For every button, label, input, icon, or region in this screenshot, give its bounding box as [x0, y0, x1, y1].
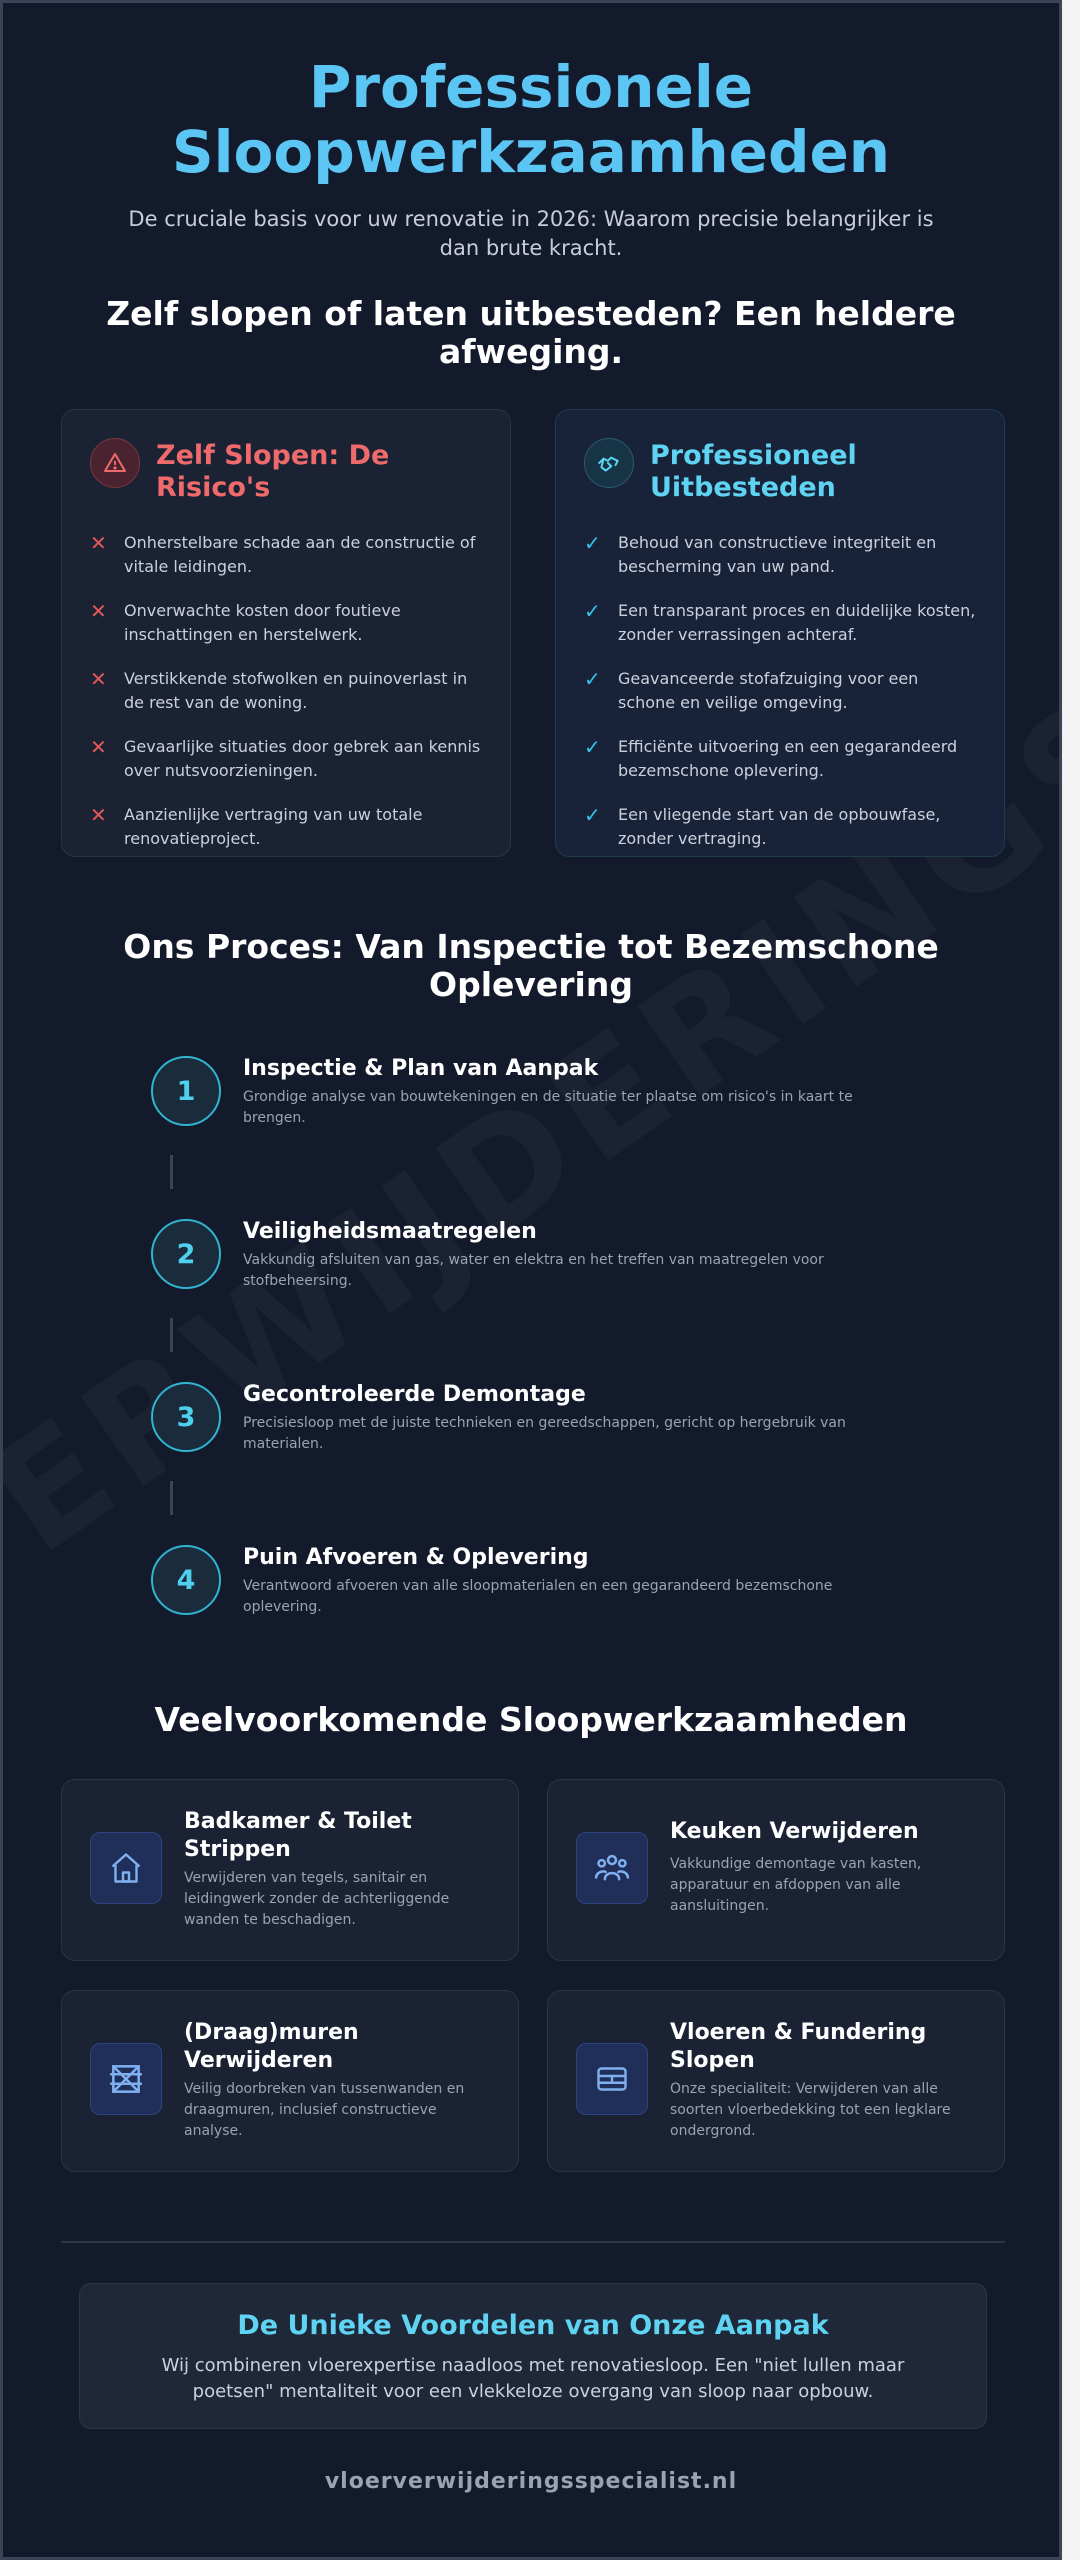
process-step [151, 1382, 871, 1462]
check-icon: ✓ [584, 802, 601, 827]
risk-text: Onherstelbare schade aan de constructie of vitale leidingen. [124, 532, 476, 576]
advantages-box [79, 2283, 987, 2429]
list-item [584, 667, 976, 715]
check-icon: ✓ [584, 734, 601, 759]
step-description: Precisiesloop met de juiste technieken en gereedschappen, gericht op hergebruik van materialen. [243, 1415, 846, 1452]
process-section-title [3, 928, 1059, 1004]
step-title: Veiligheidsmaatregelen [243, 1219, 537, 1244]
risk-text: Aanzienlijke vertraging van uw totale renovatieproject. [124, 804, 423, 848]
process-step [151, 1219, 871, 1299]
list-item [90, 735, 482, 783]
pro-benefit-list [584, 531, 976, 851]
comparison-title [3, 295, 1059, 371]
step-number: 1 [151, 1056, 221, 1126]
page-title: Professionele Sloopwerkzaamheden [171, 53, 891, 186]
comparison-title-text: Zelf slopen of laten uitbesteden? Een heldere afweging. [106, 294, 956, 371]
step-connector [170, 1481, 173, 1515]
people-group-icon [576, 1832, 648, 1904]
service-title: Keuken Verwijderen [670, 1819, 919, 1844]
step-description: Verantwoord afvoeren van alle sloopmaterialen en een gegarandeerd bezemschone oplevering. [243, 1578, 833, 1615]
diy-risks-card [61, 409, 511, 857]
step-title: Inspectie & Plan van Aanpak [243, 1056, 599, 1081]
benefit-text: Een vliegende start van de opbouwfase, zonder vertraging. [618, 804, 941, 848]
warning-triangle-icon [90, 438, 140, 488]
cross-icon: ✕ [90, 530, 107, 555]
service-card [547, 1779, 1005, 1961]
house-icon [90, 1832, 162, 1904]
page-subtitle: De cruciale basis voor uw renovatie in 2026: Waarom precisie belangrijker is dan brute kracht. [128, 206, 934, 261]
service-card [61, 1990, 519, 2172]
cross-icon: ✕ [90, 734, 107, 759]
step-number: 4 [151, 1545, 221, 1615]
step-title: Gecontroleerde Demontage [243, 1382, 586, 1407]
risk-text: Onverwachte kosten door foutieve inschattingen en herstelwerk. [124, 600, 401, 644]
cross-icon: ✕ [90, 598, 107, 623]
step-connector [170, 1318, 173, 1352]
service-title: Badkamer & Toilet Strippen [184, 1809, 412, 1862]
service-title: Vloeren & Fundering Slopen [670, 2020, 927, 2073]
pro-card-title: Professioneel Uitbesteden [650, 440, 857, 504]
list-item [90, 531, 482, 579]
benefit-text: Een transparant proces en duidelijke kosten, zonder verrassingen achteraf. [618, 600, 976, 644]
check-icon: ✓ [584, 530, 601, 555]
list-item [90, 599, 482, 647]
content [3, 3, 1059, 2557]
step-title: Puin Afvoeren & Oplevering [243, 1545, 589, 1570]
benefit-text: Geavanceerde stofafzuiging voor een schone en veilige omgeving. [618, 668, 919, 712]
service-description: Verwijderen van tegels, sanitair en leidingwerk zonder de achterliggende wanden te beschadigen. [184, 1870, 450, 1928]
service-description: Veilig doorbreken van tussenwanden en draagmuren, inclusief constructieve analyse. [184, 2081, 465, 2139]
process-step [151, 1056, 871, 1136]
service-description: Vakkundige demontage van kasten, apparatuur en afdoppen van alle aansluitingen. [670, 1856, 922, 1914]
cross-icon: ✕ [90, 802, 107, 827]
service-description: Onze specialiteit: Verwijderen van alle soorten vloerbedekking tot een legklare ondergrond. [670, 2081, 951, 2139]
service-card [61, 1779, 519, 1961]
step-description: Vakkundig afsluiten van gas, water en elektra en het treffen van maatregelen voor stofbeheersing. [243, 1252, 824, 1289]
wall-frame-icon [90, 2043, 162, 2115]
list-item [584, 735, 976, 783]
check-icon: ✓ [584, 666, 601, 691]
risk-text: Gevaarlijke situaties door gebrek aan kennis over nutsvoorzieningen. [124, 736, 481, 780]
list-item [584, 531, 976, 579]
step-description: Grondige analyse van bouwtekeningen en de situatie ter plaatse om risico's in kaart te brengen. [243, 1089, 853, 1126]
benefit-text: Efficiënte uitvoering en een gegarandeerd bezemschone oplevering. [618, 736, 958, 780]
service-title: (Draag)muren Verwijderen [184, 2020, 359, 2073]
floor-layers-icon [576, 2043, 648, 2115]
diy-card-header [90, 438, 482, 505]
footer-domain[interactable]: vloerverwijderingsspecialist.nl [324, 2469, 738, 2494]
service-card [547, 1990, 1005, 2172]
hero [3, 55, 1059, 264]
step-number: 3 [151, 1382, 221, 1452]
benefit-text: Behoud van constructieve integriteit en bescherming van uw pand. [618, 532, 937, 576]
list-item [90, 667, 482, 715]
cross-icon: ✕ [90, 666, 107, 691]
list-item [584, 803, 976, 851]
diy-card-title: Zelf Slopen: De Risico's [156, 440, 390, 504]
diy-risk-list [90, 531, 482, 851]
step-connector [170, 1155, 173, 1189]
list-item [90, 803, 482, 851]
process-title-text: Ons Proces: Van Inspectie tot Bezemschone Oplevering [123, 927, 939, 1004]
services-section-title: Veelvoorkomende Sloopwerkzaamheden [154, 1700, 908, 1739]
step-number: 2 [151, 1219, 221, 1289]
section-divider [61, 2241, 1005, 2243]
list-item [584, 599, 976, 647]
advantages-text: Wij combineren vloerexpertise naadloos met renovatiesloop. Een "niet lullen maar poetsen" mentaliteit voor een vlekkeloze overgang van sloop naar opbouw. [161, 2355, 905, 2402]
advantages-title: De Unieke Voordelen van Onze Aanpak [237, 2310, 829, 2341]
handshake-icon [584, 438, 634, 488]
process-step [151, 1545, 871, 1625]
risk-text: Verstikkende stofwolken en puinoverlast in de rest van de woning. [124, 668, 468, 712]
pro-card-header [584, 438, 976, 505]
check-icon: ✓ [584, 598, 601, 623]
pro-benefits-card [555, 409, 1005, 857]
